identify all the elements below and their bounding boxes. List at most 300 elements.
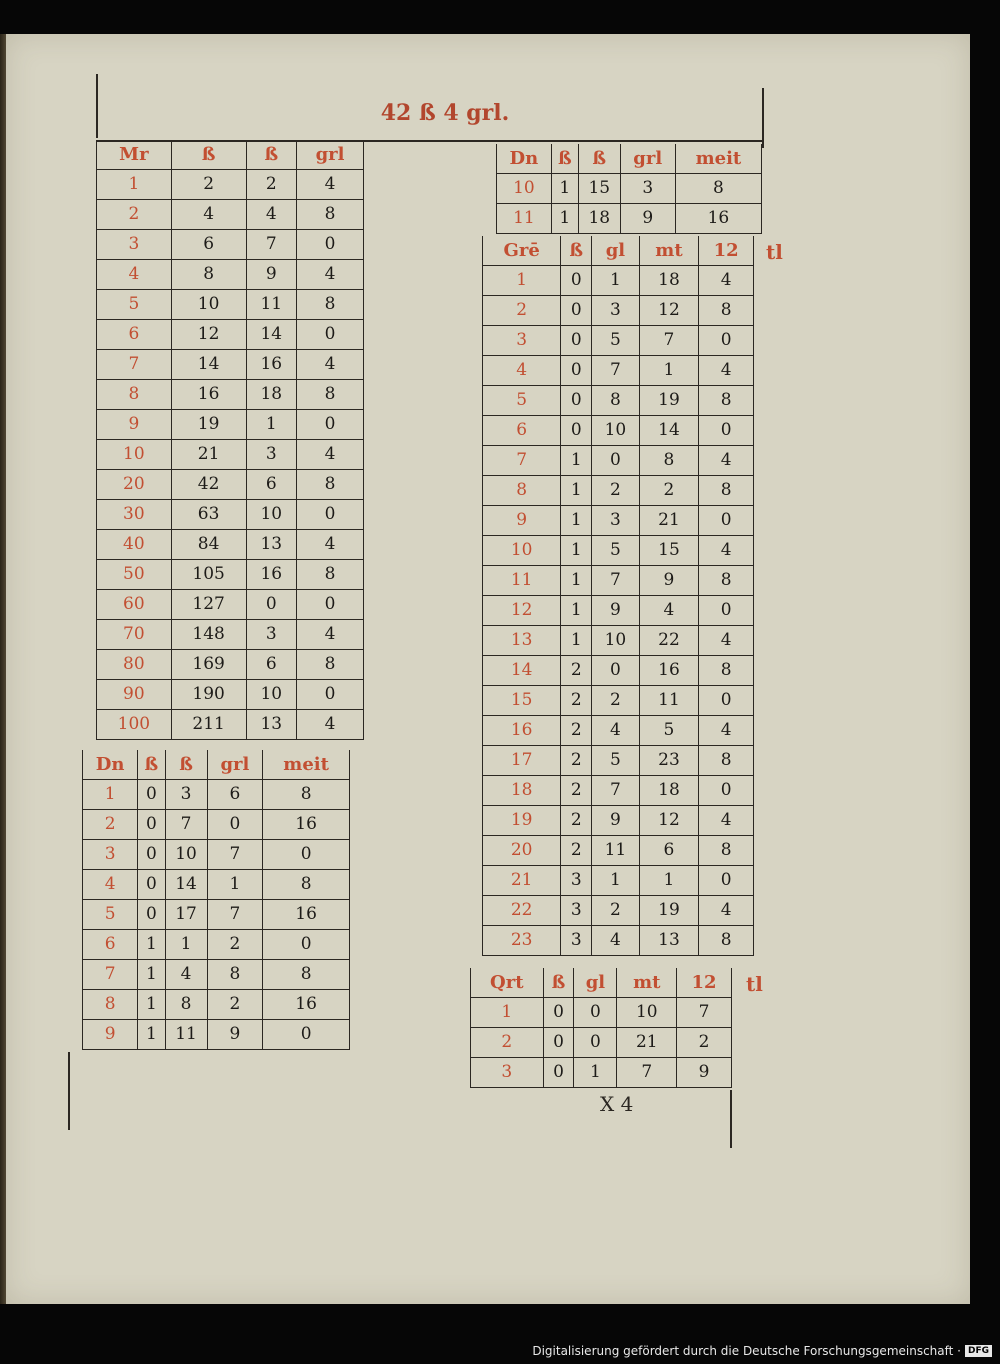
value-cell: 11 [592, 836, 640, 866]
value-cell: 0 [574, 998, 617, 1028]
table-row [483, 836, 754, 866]
value-cell: 6 [639, 836, 699, 866]
table-row [83, 870, 350, 900]
table-row [483, 386, 754, 416]
value-cell: 8 [297, 380, 364, 410]
table-row [83, 1020, 350, 1050]
value-cell: 8 [263, 780, 350, 810]
value-cell: 1 [561, 476, 592, 506]
value-cell: 19 [639, 896, 699, 926]
row-label-cell: 60 [97, 590, 172, 620]
table-row [97, 650, 364, 680]
value-cell: 0 [699, 506, 754, 536]
table-row [483, 656, 754, 686]
row-label-cell: 100 [97, 710, 172, 740]
value-cell: 2 [592, 686, 640, 716]
table-row [83, 900, 350, 930]
table-row [97, 440, 364, 470]
row-label-cell: 18 [483, 776, 561, 806]
table-row [483, 806, 754, 836]
value-cell: 11 [165, 1020, 207, 1050]
value-cell: 4 [639, 596, 699, 626]
value-cell: 1 [551, 204, 578, 234]
value-cell: 1 [639, 356, 699, 386]
value-cell: 2 [592, 896, 640, 926]
row-label-cell: 5 [83, 900, 138, 930]
row-label-cell: 1 [97, 170, 172, 200]
value-cell: 2 [207, 930, 263, 960]
value-cell: 8 [297, 200, 364, 230]
header-cell: gl [574, 968, 617, 998]
row-label-cell: 10 [483, 536, 561, 566]
table-row [483, 506, 754, 536]
value-cell: 84 [171, 530, 246, 560]
value-cell: 10 [165, 840, 207, 870]
row-label-cell: 19 [483, 806, 561, 836]
table-row [97, 410, 364, 440]
value-cell: 22 [639, 626, 699, 656]
value-cell: 8 [699, 476, 754, 506]
value-cell: 7 [246, 230, 297, 260]
value-cell: 16 [263, 810, 350, 840]
row-label-cell: 9 [83, 1020, 138, 1050]
value-cell: 1 [138, 990, 165, 1020]
header-cell: grl [207, 750, 263, 780]
value-cell: 127 [171, 590, 246, 620]
value-cell: 0 [561, 266, 592, 296]
table-row [483, 326, 754, 356]
header-cell: Mr [97, 140, 172, 170]
value-cell: 13 [246, 530, 297, 560]
row-label-cell: 7 [483, 446, 561, 476]
value-cell: 4 [246, 200, 297, 230]
header-cell: Dn [83, 750, 138, 780]
row-label-cell: 22 [483, 896, 561, 926]
value-cell: 7 [207, 900, 263, 930]
right-margin-rule-lower [730, 1090, 732, 1148]
row-label-cell: 2 [97, 200, 172, 230]
header-cell: ß [171, 140, 246, 170]
value-cell: 16 [263, 900, 350, 930]
value-cell: 0 [592, 656, 640, 686]
value-cell: 0 [561, 386, 592, 416]
value-cell: 0 [138, 810, 165, 840]
value-cell: 17 [165, 900, 207, 930]
value-cell: 0 [297, 320, 364, 350]
value-cell: 2 [639, 476, 699, 506]
value-cell: 21 [639, 506, 699, 536]
table-row [83, 810, 350, 840]
value-cell: 3 [592, 296, 640, 326]
value-cell: 0 [561, 296, 592, 326]
table-row [483, 746, 754, 776]
value-cell: 0 [297, 500, 364, 530]
table-row [483, 356, 754, 386]
value-cell: 8 [263, 960, 350, 990]
row-label-cell: 14 [483, 656, 561, 686]
value-cell: 4 [699, 806, 754, 836]
value-cell: 5 [592, 746, 640, 776]
value-cell: 0 [138, 780, 165, 810]
table-row [83, 840, 350, 870]
header-cell: Dn [497, 144, 552, 174]
header-cell: ß [551, 144, 578, 174]
value-cell: 1 [561, 446, 592, 476]
value-cell: 0 [138, 870, 165, 900]
header-cell: ß [543, 968, 574, 998]
value-cell: 0 [543, 1058, 574, 1088]
value-cell: 4 [699, 446, 754, 476]
value-cell: 4 [592, 926, 640, 956]
value-cell: 8 [699, 656, 754, 686]
value-cell: 148 [171, 620, 246, 650]
table-row [471, 998, 732, 1028]
header-cell: ß [138, 750, 165, 780]
value-cell: 7 [592, 356, 640, 386]
row-label-cell: 20 [483, 836, 561, 866]
row-label-cell: 40 [97, 530, 172, 560]
value-cell: 16 [675, 204, 761, 234]
value-cell: 1 [551, 174, 578, 204]
row-label-cell: 8 [83, 990, 138, 1020]
table-mr [96, 140, 364, 740]
table-row [97, 500, 364, 530]
table-dn-10-11 [496, 144, 762, 234]
value-cell: 0 [138, 840, 165, 870]
value-cell: 1 [207, 870, 263, 900]
value-cell: 11 [246, 290, 297, 320]
row-label-cell: 4 [83, 870, 138, 900]
value-cell: 6 [171, 230, 246, 260]
value-cell: 16 [639, 656, 699, 686]
table-row [97, 260, 364, 290]
table-row [483, 536, 754, 566]
row-label-cell: 2 [483, 296, 561, 326]
value-cell: 18 [578, 204, 620, 234]
row-label-cell: 13 [483, 626, 561, 656]
value-cell: 8 [263, 870, 350, 900]
table-row [97, 680, 364, 710]
row-label-cell: 7 [97, 350, 172, 380]
value-cell: 5 [639, 716, 699, 746]
value-cell: 19 [171, 410, 246, 440]
value-cell: 0 [138, 900, 165, 930]
row-label-cell: 16 [483, 716, 561, 746]
table-row [97, 620, 364, 650]
value-cell: 13 [246, 710, 297, 740]
value-cell: 4 [297, 260, 364, 290]
value-cell: 21 [171, 440, 246, 470]
row-label-cell: 90 [97, 680, 172, 710]
value-cell: 4 [699, 896, 754, 926]
value-cell: 190 [171, 680, 246, 710]
row-label-cell: 11 [497, 204, 552, 234]
value-cell: 8 [675, 174, 761, 204]
table-row [83, 990, 350, 1020]
table-row [83, 780, 350, 810]
right-margin-rule [762, 88, 764, 148]
value-cell: 2 [561, 746, 592, 776]
value-cell: 9 [639, 566, 699, 596]
value-cell: 4 [297, 530, 364, 560]
value-cell: 8 [171, 260, 246, 290]
value-cell: 16 [246, 560, 297, 590]
value-cell: 1 [561, 566, 592, 596]
signature-mark: X 4 [600, 1092, 634, 1116]
value-cell: 3 [561, 926, 592, 956]
side-label-gre: tl [766, 240, 783, 264]
footer-text: Digitalisierung gefördert durch die Deutsche Forschungsgemeinschaft · [532, 1344, 961, 1358]
header-cell: grl [620, 144, 675, 174]
row-label-cell: 10 [497, 174, 552, 204]
table-header-row [497, 144, 762, 174]
value-cell: 18 [639, 776, 699, 806]
value-cell: 5 [592, 326, 640, 356]
value-cell: 0 [543, 1028, 574, 1058]
value-cell: 0 [561, 356, 592, 386]
table-row [483, 476, 754, 506]
dfg-logo: DFG [965, 1345, 992, 1357]
value-cell: 0 [699, 416, 754, 446]
table-row [483, 926, 754, 956]
value-cell: 0 [574, 1028, 617, 1058]
value-cell: 1 [165, 930, 207, 960]
value-cell: 7 [207, 840, 263, 870]
value-cell: 0 [561, 416, 592, 446]
value-cell: 1 [574, 1058, 617, 1088]
value-cell: 8 [297, 650, 364, 680]
table-header-row [471, 968, 732, 998]
value-cell: 4 [699, 626, 754, 656]
header-cell: grl [297, 140, 364, 170]
value-cell: 7 [592, 566, 640, 596]
value-cell: 8 [699, 836, 754, 866]
table-row [483, 686, 754, 716]
value-cell: 4 [699, 356, 754, 386]
row-label-cell: 1 [483, 266, 561, 296]
header-cell: mt [617, 968, 677, 998]
header-cell: meit [263, 750, 350, 780]
row-label-cell: 4 [483, 356, 561, 386]
value-cell: 10 [617, 998, 677, 1028]
table-row [97, 380, 364, 410]
row-label-cell: 8 [483, 476, 561, 506]
table-gre [482, 236, 754, 956]
value-cell: 0 [699, 686, 754, 716]
row-label-cell: 7 [83, 960, 138, 990]
table-row [83, 960, 350, 990]
value-cell: 211 [171, 710, 246, 740]
table-row [97, 170, 364, 200]
value-cell: 1 [138, 960, 165, 990]
value-cell: 6 [207, 780, 263, 810]
value-cell: 18 [246, 380, 297, 410]
row-label-cell: 5 [97, 290, 172, 320]
value-cell: 3 [561, 896, 592, 926]
value-cell: 4 [297, 350, 364, 380]
value-cell: 2 [592, 476, 640, 506]
value-cell: 16 [263, 990, 350, 1020]
value-cell: 21 [617, 1028, 677, 1058]
value-cell: 8 [699, 296, 754, 326]
table-row [97, 560, 364, 590]
value-cell: 3 [561, 866, 592, 896]
value-cell: 10 [246, 500, 297, 530]
left-margin-rule [96, 74, 98, 138]
value-cell: 0 [699, 866, 754, 896]
header-cell: ß [165, 750, 207, 780]
table-row [471, 1058, 732, 1088]
value-cell: 1 [592, 866, 640, 896]
value-cell: 0 [699, 776, 754, 806]
table-row [97, 200, 364, 230]
value-cell: 0 [297, 680, 364, 710]
row-label-cell: 3 [97, 230, 172, 260]
row-label-cell: 9 [483, 506, 561, 536]
value-cell: 8 [699, 746, 754, 776]
footer [532, 1344, 992, 1358]
value-cell: 9 [677, 1058, 732, 1088]
row-label-cell: 50 [97, 560, 172, 590]
value-cell: 12 [639, 296, 699, 326]
value-cell: 1 [561, 626, 592, 656]
header-cell: 12 [677, 968, 732, 998]
left-margin-rule-lower [68, 1052, 70, 1130]
value-cell: 2 [207, 990, 263, 1020]
value-cell: 2 [246, 170, 297, 200]
row-label-cell: 3 [483, 326, 561, 356]
value-cell: 0 [592, 446, 640, 476]
value-cell: 4 [297, 620, 364, 650]
value-cell: 13 [639, 926, 699, 956]
table-row [97, 320, 364, 350]
value-cell: 4 [699, 536, 754, 566]
header-cell: gl [592, 236, 640, 266]
value-cell: 4 [297, 440, 364, 470]
value-cell: 14 [246, 320, 297, 350]
row-label-cell: 12 [483, 596, 561, 626]
table-row [83, 930, 350, 960]
value-cell: 169 [171, 650, 246, 680]
value-cell: 4 [592, 716, 640, 746]
value-cell: 6 [246, 650, 297, 680]
value-cell: 0 [263, 840, 350, 870]
value-cell: 6 [246, 470, 297, 500]
value-cell: 7 [617, 1058, 677, 1088]
value-cell: 1 [561, 536, 592, 566]
table-qrt [470, 968, 732, 1088]
value-cell: 0 [699, 596, 754, 626]
value-cell: 7 [639, 326, 699, 356]
table-row [97, 290, 364, 320]
value-cell: 12 [639, 806, 699, 836]
row-label-cell: 30 [97, 500, 172, 530]
value-cell: 16 [171, 380, 246, 410]
value-cell: 18 [639, 266, 699, 296]
table-header-row [483, 236, 754, 266]
value-cell: 3 [592, 506, 640, 536]
table-row [483, 566, 754, 596]
row-label-cell: 21 [483, 866, 561, 896]
header-cell: mt [639, 236, 699, 266]
value-cell: 4 [165, 960, 207, 990]
header-cell: ß [578, 144, 620, 174]
table-row [483, 776, 754, 806]
table-row [483, 296, 754, 326]
row-label-cell: 3 [83, 840, 138, 870]
value-cell: 1 [592, 266, 640, 296]
value-cell: 15 [639, 536, 699, 566]
value-cell: 8 [297, 560, 364, 590]
table-row [97, 710, 364, 740]
value-cell: 0 [263, 930, 350, 960]
value-cell: 4 [699, 266, 754, 296]
value-cell: 2 [561, 806, 592, 836]
header-cell: ß [246, 140, 297, 170]
value-cell: 0 [297, 410, 364, 440]
value-cell: 63 [171, 500, 246, 530]
table-dn-1-9 [82, 750, 350, 1050]
row-label-cell: 10 [97, 440, 172, 470]
table-row [483, 446, 754, 476]
value-cell: 4 [699, 716, 754, 746]
value-cell: 42 [171, 470, 246, 500]
table-row [483, 596, 754, 626]
row-label-cell: 17 [483, 746, 561, 776]
value-cell: 0 [207, 810, 263, 840]
row-label-cell: 4 [97, 260, 172, 290]
table-row [97, 350, 364, 380]
value-cell: 10 [592, 626, 640, 656]
value-cell: 2 [171, 170, 246, 200]
table-header-row [97, 140, 364, 170]
value-cell: 8 [639, 446, 699, 476]
value-cell: 1 [138, 1020, 165, 1050]
value-cell: 14 [165, 870, 207, 900]
row-label-cell: 5 [483, 386, 561, 416]
page-header: 42 ß 4 grl. [380, 100, 510, 126]
row-label-cell: 20 [97, 470, 172, 500]
value-cell: 2 [561, 836, 592, 866]
header-cell: Grē [483, 236, 561, 266]
value-cell: 3 [246, 620, 297, 650]
row-label-cell: 9 [97, 410, 172, 440]
value-cell: 8 [297, 290, 364, 320]
table-row [483, 866, 754, 896]
header-cell: Qrt [471, 968, 544, 998]
value-cell: 19 [639, 386, 699, 416]
value-cell: 3 [620, 174, 675, 204]
value-cell: 23 [639, 746, 699, 776]
value-cell: 4 [171, 200, 246, 230]
value-cell: 5 [592, 536, 640, 566]
value-cell: 7 [592, 776, 640, 806]
row-label-cell: 15 [483, 686, 561, 716]
table-row [97, 470, 364, 500]
side-label-qrt: tl [746, 972, 763, 996]
value-cell: 4 [297, 710, 364, 740]
row-label-cell: 3 [471, 1058, 544, 1088]
value-cell: 10 [592, 416, 640, 446]
table-header-row [83, 750, 350, 780]
row-label-cell: 8 [97, 380, 172, 410]
value-cell: 10 [246, 680, 297, 710]
table-row [483, 416, 754, 446]
row-label-cell: 11 [483, 566, 561, 596]
row-label-cell: 80 [97, 650, 172, 680]
value-cell: 0 [297, 230, 364, 260]
value-cell: 105 [171, 560, 246, 590]
